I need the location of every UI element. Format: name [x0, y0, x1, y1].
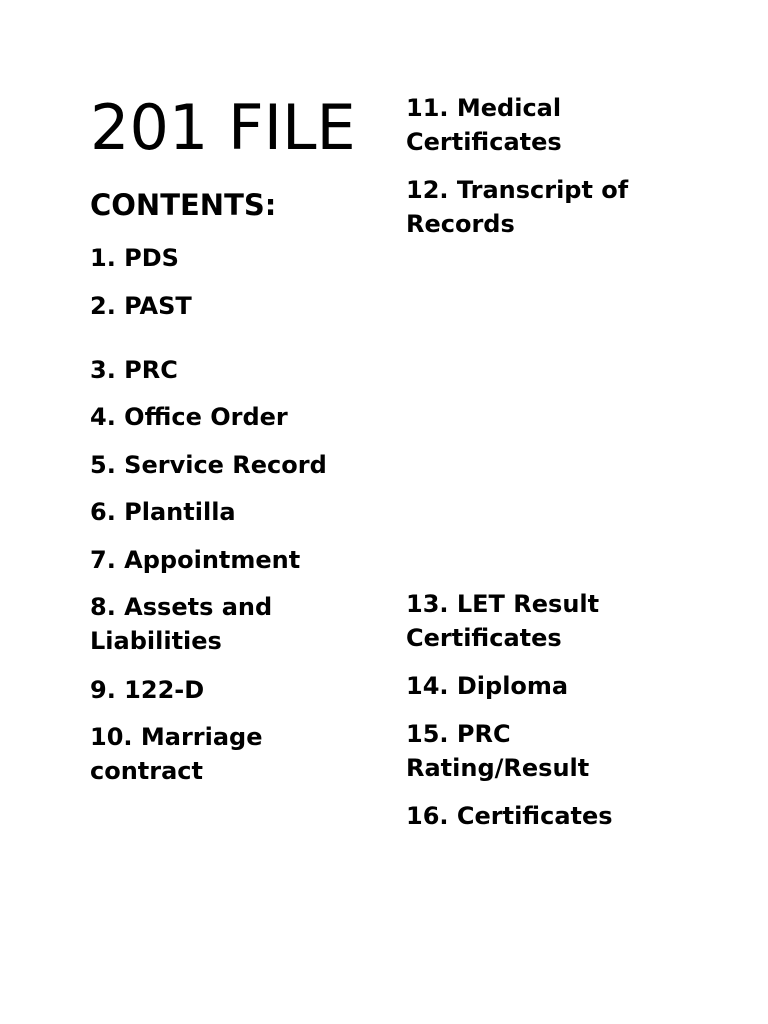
list-item: 6. Plantilla: [90, 498, 236, 526]
list-item: 4. Office Order: [90, 403, 288, 431]
list-item: 12. Transcript of Records: [406, 176, 629, 238]
list-item: 9. 122-D: [90, 676, 205, 704]
list-item: 13. LET Result Certificates: [406, 590, 600, 652]
list-item: 16. Certificates: [406, 802, 613, 830]
list-item: 2. PAST: [90, 292, 192, 320]
list-item: 8. Assets and Liabilities: [90, 593, 273, 655]
list-item: 15. PRC Rating/Result: [406, 720, 590, 782]
list-item: 10. Marriage contract: [90, 723, 263, 785]
contents-heading: CONTENTS:: [90, 188, 277, 222]
list-item: 11. Medical Certificates: [406, 94, 562, 156]
list-item: 3. PRC: [90, 356, 178, 384]
list-item: 5. Service Record: [90, 451, 327, 479]
list-item: 1. PDS: [90, 244, 179, 272]
page-title: 201 FILE: [90, 91, 356, 164]
list-item: 7. Appointment: [90, 546, 301, 574]
list-item: 14. Diploma: [406, 672, 569, 700]
